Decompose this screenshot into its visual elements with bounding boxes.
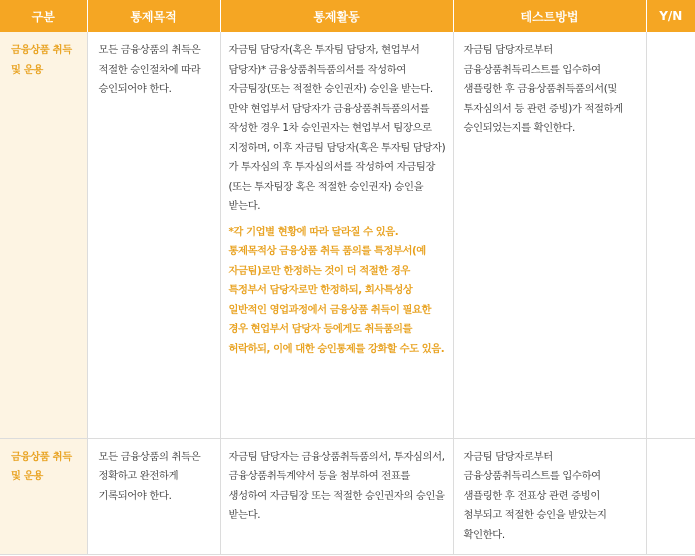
table-row [0, 438, 695, 554]
category-cell: 금융상품 취득 및 운용 [0, 438, 87, 554]
activity-cell [220, 32, 453, 438]
header-row [0, 0, 695, 32]
yn-cell[interactable] [646, 438, 695, 554]
activity-extra-text: 만약 현업부서 담당자가 금융상품취득품의서를 작성한 경우 1차 승인권자는 현업부서 팀장으로 지정하며, 이후 자금팀 담당자(혹은 투자팀 담당자)가 투자심의 후 투자심의서를 작성하여 자금팀장(또는 투자팀장 혹은 적절한 승인권자) 승인을 받는다. [228, 102, 446, 212]
yn-cell[interactable] [646, 32, 695, 438]
header-yn: Y/N [646, 0, 695, 32]
header-activity: 통제활동 [220, 0, 453, 32]
purpose-cell: 모든 금융상품의 취득은 정확하고 완전하게 기록되어야 한다. [87, 438, 220, 554]
purpose-cell: 모든 금융상품의 취득은 적절한 승인절차에 따라 승인되어야 한다. [87, 32, 220, 438]
activity-cell: 자금팀 담당자는 금융상품취득품의서, 투자심의서, 금융상품취득계약서 등을 첨부하여 전표를 생성하여 자금팀장 또는 적절한 승인권자의 승인을 받는다. [220, 438, 453, 554]
table-row [0, 32, 695, 438]
test-cell: 자금팀 담당자로부터 금융상품취득리스트를 입수하여 샘플링한 후 전표상 관련 증빙이 첨부되고 적절한 승인을 받았는지 확인한다. [453, 438, 646, 554]
test-cell: 자금팀 담당자로부터 금융상품취득리스트를 입수하여 샘플링한 후 금융상품취득품의서(및 투자심의서 등 관련 증빙)가 적절하게 승인되었는지를 확인한다. [453, 32, 646, 438]
activity-note: *각 기업별 현황에 따라 달라질 수 있음. 통제목적상 금융상품 취득 품의를 특정부서(예 자금팀)로만 한정하는 것이 더 적절한 경우 특정부서 담당자로만 한정하되, 회사특성상 일반적인 영업과정에서 금융상품 취득이 필요한 경우 현업부서 담당자 등에게도 취득품의를 허락하되, 이에 대한 승인통제를 강화할 수도 있음. [228, 225, 445, 355]
activity-text: 자금팀 담당자(혹은 투자팀 담당자, 현업부서 담당자)* 금융상품취득품의서를 작성하여 자금팀장(또는 적절한 승인권자) 승인을 받는다. [228, 44, 433, 95]
header-purpose: 통제목적 [87, 0, 220, 32]
category-cell: 금융상품 취득 및 운용 [0, 32, 87, 438]
header-test: 테스트방법 [453, 0, 646, 32]
header-category: 구분 [0, 0, 87, 32]
